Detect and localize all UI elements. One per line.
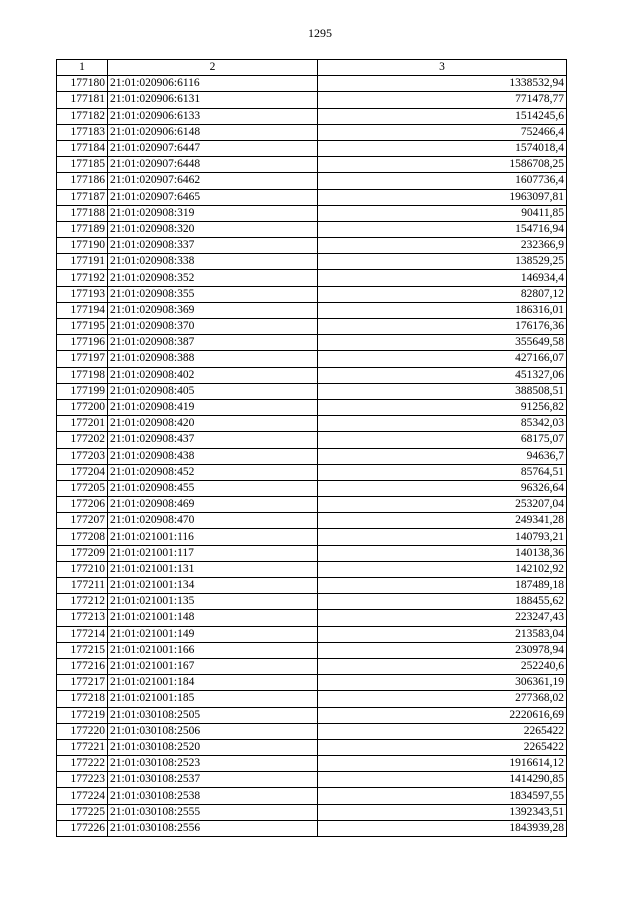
- table-row: [57, 205, 567, 221]
- row-number-cell: 177198: [57, 367, 108, 383]
- table-row: [57, 642, 567, 658]
- cadastral-number-cell: 21:01:030108:2538: [108, 788, 318, 804]
- row-number-cell: 177193: [57, 286, 108, 302]
- row-number-cell: 177205: [57, 480, 108, 496]
- cadastral-number-cell: 21:01:021001:148: [108, 610, 318, 626]
- table-row: [57, 772, 567, 788]
- table-row: [57, 367, 567, 383]
- cadastral-number-cell: 21:01:021001:149: [108, 626, 318, 642]
- row-number-cell: 177188: [57, 205, 108, 221]
- cadastral-number-cell: 21:01:021001:185: [108, 691, 318, 707]
- table-row: [57, 416, 567, 432]
- row-number-cell: 177211: [57, 578, 108, 594]
- cadastral-number-cell: 21:01:021001:116: [108, 529, 318, 545]
- table-row: [57, 480, 567, 496]
- value-cell: 2265422: [318, 723, 567, 739]
- row-number-cell: 177212: [57, 594, 108, 610]
- row-number-cell: 177223: [57, 772, 108, 788]
- row-number-cell: 177209: [57, 545, 108, 561]
- cadastral-number-cell: 21:01:020908:338: [108, 254, 318, 270]
- value-cell: 1574018,4: [318, 140, 567, 156]
- page-number: 1295: [308, 26, 332, 40]
- value-cell: 1338532,94: [318, 76, 567, 92]
- cadastral-number-cell: 21:01:020908:405: [108, 383, 318, 399]
- value-cell: 213583,04: [318, 626, 567, 642]
- table-row: [57, 238, 567, 254]
- value-cell: 138529,25: [318, 254, 567, 270]
- table-row: [57, 319, 567, 335]
- value-cell: 2265422: [318, 739, 567, 755]
- cadastral-number-cell: 21:01:021001:135: [108, 594, 318, 610]
- table-row: [57, 108, 567, 124]
- table-row: [57, 707, 567, 723]
- row-number-cell: 177208: [57, 529, 108, 545]
- value-cell: 223247,43: [318, 610, 567, 626]
- cadastral-number-cell: 21:01:020908:369: [108, 302, 318, 318]
- table-header-row: [57, 60, 567, 76]
- value-cell: 91256,82: [318, 399, 567, 415]
- table-row: [57, 124, 567, 140]
- table-row: [57, 756, 567, 772]
- cadastral-number-cell: 21:01:021001:134: [108, 578, 318, 594]
- value-cell: 1586708,25: [318, 157, 567, 173]
- cadastral-number-cell: 21:01:020908:402: [108, 367, 318, 383]
- value-cell: 82807,12: [318, 286, 567, 302]
- cadastral-number-cell: 21:01:030108:2556: [108, 820, 318, 836]
- table-row: [57, 432, 567, 448]
- cadastral-number-cell: 21:01:020907:6462: [108, 173, 318, 189]
- row-number-cell: 177215: [57, 642, 108, 658]
- table-row: [57, 513, 567, 529]
- value-cell: 1607736,4: [318, 173, 567, 189]
- value-cell: 94636,7: [318, 448, 567, 464]
- row-number-cell: 177224: [57, 788, 108, 804]
- value-cell: 68175,07: [318, 432, 567, 448]
- row-number-cell: 177192: [57, 270, 108, 286]
- table-row: [57, 497, 567, 513]
- cadastral-number-cell: 21:01:030108:2505: [108, 707, 318, 723]
- row-number-cell: 177207: [57, 513, 108, 529]
- row-number-cell: 177226: [57, 820, 108, 836]
- value-cell: 232366,9: [318, 238, 567, 254]
- table-row: [57, 286, 567, 302]
- cadastral-number-cell: 21:01:021001:166: [108, 642, 318, 658]
- cadastral-number-cell: 21:01:020908:470: [108, 513, 318, 529]
- value-cell: 252240,6: [318, 658, 567, 674]
- row-number-cell: 177201: [57, 416, 108, 432]
- row-number-cell: 177194: [57, 302, 108, 318]
- value-cell: 140138,36: [318, 545, 567, 561]
- table-row: [57, 189, 567, 205]
- cadastral-number-cell: 21:01:030108:2555: [108, 804, 318, 820]
- value-cell: 142102,92: [318, 561, 567, 577]
- table-row: [57, 610, 567, 626]
- value-cell: 85342,03: [318, 416, 567, 432]
- cadastral-number-cell: 21:01:020907:6448: [108, 157, 318, 173]
- column-header-1: 1: [57, 60, 108, 76]
- row-number-cell: 177204: [57, 464, 108, 480]
- row-number-cell: 177220: [57, 723, 108, 739]
- value-cell: 188455,62: [318, 594, 567, 610]
- table-row: [57, 464, 567, 480]
- row-number-cell: 177222: [57, 756, 108, 772]
- row-number-cell: 177225: [57, 804, 108, 820]
- table-row: [57, 658, 567, 674]
- value-cell: 355649,58: [318, 335, 567, 351]
- table-row: [57, 157, 567, 173]
- row-number-cell: 177216: [57, 658, 108, 674]
- cadastral-number-cell: 21:01:020908:438: [108, 448, 318, 464]
- cadastral-number-cell: 21:01:020908:420: [108, 416, 318, 432]
- table-row: [57, 92, 567, 108]
- table-row: [57, 561, 567, 577]
- table-body: [57, 76, 567, 837]
- table-row: [57, 626, 567, 642]
- column-header-2: 2: [108, 60, 318, 76]
- table-row: [57, 594, 567, 610]
- value-cell: 2220616,69: [318, 707, 567, 723]
- cadastral-number-cell: 21:01:020908:419: [108, 399, 318, 415]
- row-number-cell: 177189: [57, 221, 108, 237]
- cadastral-number-cell: 21:01:030108:2523: [108, 756, 318, 772]
- row-number-cell: 177197: [57, 351, 108, 367]
- value-cell: 90411,85: [318, 205, 567, 221]
- row-number-cell: 177186: [57, 173, 108, 189]
- table-row: [57, 578, 567, 594]
- cadastral-number-cell: 21:01:020907:6447: [108, 140, 318, 156]
- cadastral-number-cell: 21:01:020906:6133: [108, 108, 318, 124]
- table-row: [57, 788, 567, 804]
- cadastral-number-cell: 21:01:020906:6116: [108, 76, 318, 92]
- cadastral-number-cell: 21:01:020908:437: [108, 432, 318, 448]
- table-row: [57, 76, 567, 92]
- value-cell: 154716,94: [318, 221, 567, 237]
- cadastral-number-cell: 21:01:030108:2520: [108, 739, 318, 755]
- cadastral-number-cell: 21:01:030108:2537: [108, 772, 318, 788]
- row-number-cell: 177180: [57, 76, 108, 92]
- row-number-cell: 177199: [57, 383, 108, 399]
- row-number-cell: 177181: [57, 92, 108, 108]
- cadastral-number-cell: 21:01:020908:388: [108, 351, 318, 367]
- cadastral-number-cell: 21:01:020908:469: [108, 497, 318, 513]
- table-row: [57, 723, 567, 739]
- cadastral-number-cell: 21:01:030108:2506: [108, 723, 318, 739]
- cadastral-number-cell: 21:01:020908:320: [108, 221, 318, 237]
- row-number-cell: 177214: [57, 626, 108, 642]
- table-row: [57, 448, 567, 464]
- table-row: [57, 173, 567, 189]
- value-cell: 388508,51: [318, 383, 567, 399]
- row-number-cell: 177195: [57, 319, 108, 335]
- value-cell: 249341,28: [318, 513, 567, 529]
- value-cell: 187489,18: [318, 578, 567, 594]
- cadastral-number-cell: 21:01:020908:319: [108, 205, 318, 221]
- cadastral-number-cell: 21:01:021001:184: [108, 675, 318, 691]
- row-number-cell: 177184: [57, 140, 108, 156]
- table-row: [57, 335, 567, 351]
- table-row: [57, 820, 567, 836]
- cadastral-number-cell: 21:01:020906:6148: [108, 124, 318, 140]
- cadastral-number-cell: 21:01:021001:167: [108, 658, 318, 674]
- row-number-cell: 177213: [57, 610, 108, 626]
- row-number-cell: 177200: [57, 399, 108, 415]
- table-row: [57, 221, 567, 237]
- value-cell: 186316,01: [318, 302, 567, 318]
- value-cell: 96326,64: [318, 480, 567, 496]
- row-number-cell: 177218: [57, 691, 108, 707]
- value-cell: 230978,94: [318, 642, 567, 658]
- row-number-cell: 177206: [57, 497, 108, 513]
- value-cell: 277368,02: [318, 691, 567, 707]
- data-table: [56, 59, 567, 837]
- row-number-cell: 177210: [57, 561, 108, 577]
- value-cell: 1843939,28: [318, 820, 567, 836]
- row-number-cell: 177196: [57, 335, 108, 351]
- column-header-3: 3: [318, 60, 567, 76]
- value-cell: 1414290,85: [318, 772, 567, 788]
- value-cell: 1963097,81: [318, 189, 567, 205]
- cadastral-number-cell: 21:01:020908:455: [108, 480, 318, 496]
- cadastral-number-cell: 21:01:020906:6131: [108, 92, 318, 108]
- table-row: [57, 302, 567, 318]
- row-number-cell: 177221: [57, 739, 108, 755]
- cadastral-number-cell: 21:01:020908:452: [108, 464, 318, 480]
- value-cell: 1392343,51: [318, 804, 567, 820]
- row-number-cell: 177182: [57, 108, 108, 124]
- table-row: [57, 351, 567, 367]
- cadastral-number-cell: 21:01:020908:355: [108, 286, 318, 302]
- row-number-cell: 177203: [57, 448, 108, 464]
- value-cell: 771478,77: [318, 92, 567, 108]
- cadastral-number-cell: 21:01:021001:131: [108, 561, 318, 577]
- value-cell: 176176,36: [318, 319, 567, 335]
- table-row: [57, 675, 567, 691]
- row-number-cell: 177190: [57, 238, 108, 254]
- row-number-cell: 177183: [57, 124, 108, 140]
- value-cell: 1916614,12: [318, 756, 567, 772]
- row-number-cell: 177217: [57, 675, 108, 691]
- cadastral-number-cell: 21:01:021001:117: [108, 545, 318, 561]
- row-number-cell: 177219: [57, 707, 108, 723]
- cadastral-number-cell: 21:01:020907:6465: [108, 189, 318, 205]
- table-row: [57, 739, 567, 755]
- row-number-cell: 177191: [57, 254, 108, 270]
- cadastral-number-cell: 21:01:020908:352: [108, 270, 318, 286]
- table-row: [57, 529, 567, 545]
- table-row: [57, 545, 567, 561]
- row-number-cell: 177185: [57, 157, 108, 173]
- table-row: [57, 140, 567, 156]
- value-cell: 427166,07: [318, 351, 567, 367]
- row-number-cell: 177202: [57, 432, 108, 448]
- value-cell: 140793,21: [318, 529, 567, 545]
- value-cell: 1514245,6: [318, 108, 567, 124]
- cadastral-number-cell: 21:01:020908:337: [108, 238, 318, 254]
- table-row: [57, 254, 567, 270]
- cadastral-number-cell: 21:01:020908:370: [108, 319, 318, 335]
- value-cell: 752466,4: [318, 124, 567, 140]
- value-cell: 253207,04: [318, 497, 567, 513]
- value-cell: 1834597,55: [318, 788, 567, 804]
- value-cell: 306361,19: [318, 675, 567, 691]
- table-row: [57, 804, 567, 820]
- value-cell: 146934,4: [318, 270, 567, 286]
- value-cell: 451327,06: [318, 367, 567, 383]
- row-number-cell: 177187: [57, 189, 108, 205]
- table-row: [57, 270, 567, 286]
- table-row: [57, 691, 567, 707]
- value-cell: 85764,51: [318, 464, 567, 480]
- table-row: [57, 399, 567, 415]
- table-row: [57, 383, 567, 399]
- cadastral-number-cell: 21:01:020908:387: [108, 335, 318, 351]
